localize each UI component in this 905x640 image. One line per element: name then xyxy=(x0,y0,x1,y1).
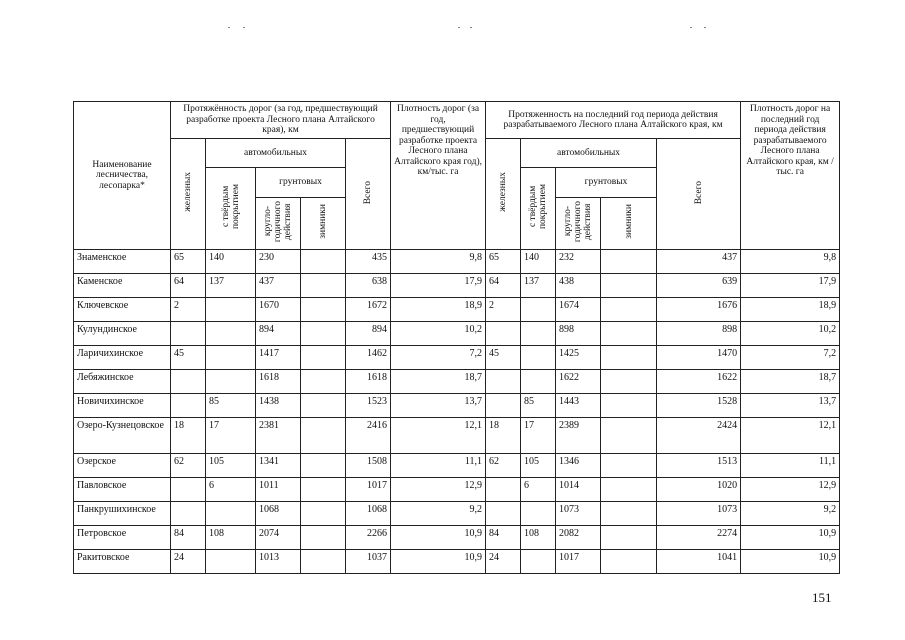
cell-total-prev: 1462 xyxy=(346,346,391,370)
cell-winter-last xyxy=(601,526,657,550)
cell-year-round-last: 1073 xyxy=(556,502,601,526)
cell-winter-prev xyxy=(301,346,346,370)
header-winter-last-label: зимники xyxy=(623,204,634,240)
table-row xyxy=(74,346,840,370)
cell-winter-last xyxy=(601,274,657,298)
cell-hard-surface-prev: 85 xyxy=(206,394,256,418)
header-last-length-group: Протяженность на последний год периода действия разрабатываемого Лесного плана Алтайского края, км xyxy=(486,102,741,139)
header-year-round-last xyxy=(556,198,601,250)
cell-railway-prev xyxy=(171,502,206,526)
table-row xyxy=(74,502,840,526)
cell-density-prev: 9,8 xyxy=(391,250,486,274)
table-row xyxy=(74,298,840,322)
cell-year-round-prev: 1068 xyxy=(256,502,301,526)
cell-winter-last xyxy=(601,418,657,454)
cell-winter-last xyxy=(601,478,657,502)
header-automobile-prev: автомобильных xyxy=(206,139,346,168)
cell-hard-surface-last: 105 xyxy=(521,454,556,478)
header-hard-surface-prev-label: с твёрдым покрытием xyxy=(220,184,241,230)
cell-railway-prev: 2 xyxy=(171,298,206,322)
cell-railway-prev: 65 xyxy=(171,250,206,274)
cell-total-last: 1622 xyxy=(657,370,741,394)
cell-name: Ключевское xyxy=(74,298,171,322)
table-row xyxy=(74,394,840,418)
cell-density-prev: 11,1 xyxy=(391,454,486,478)
header-prev-density: Плотность дорог (за год, предшествующий разработке проекта Лесного плана Алтайского края год), км/тыс. га xyxy=(391,102,486,250)
cell-density-last: 18,9 xyxy=(741,298,840,322)
cell-railway-last xyxy=(486,478,521,502)
cell-density-last: 10,2 xyxy=(741,322,840,346)
cell-density-prev: 9,2 xyxy=(391,502,486,526)
cell-total-prev: 1672 xyxy=(346,298,391,322)
cell-density-last: 7,2 xyxy=(741,346,840,370)
cell-total-last: 1528 xyxy=(657,394,741,418)
cell-hard-surface-prev: 105 xyxy=(206,454,256,478)
cell-density-last: 12,9 xyxy=(741,478,840,502)
cell-total-prev: 894 xyxy=(346,322,391,346)
header-automobile-last: автомобильных xyxy=(521,139,657,168)
cell-density-prev: 18,7 xyxy=(391,370,486,394)
cell-total-last: 1041 xyxy=(657,550,741,574)
cell-total-last: 1470 xyxy=(657,346,741,370)
scan-speck xyxy=(228,27,230,28)
cell-winter-prev xyxy=(301,418,346,454)
cell-year-round-last: 232 xyxy=(556,250,601,274)
cell-winter-last xyxy=(601,322,657,346)
table-row xyxy=(74,250,840,274)
cell-year-round-last: 438 xyxy=(556,274,601,298)
cell-hard-surface-last: 17 xyxy=(521,418,556,454)
cell-railway-last: 64 xyxy=(486,274,521,298)
cell-winter-prev xyxy=(301,298,346,322)
cell-year-round-prev: 230 xyxy=(256,250,301,274)
cell-density-prev: 18,9 xyxy=(391,298,486,322)
header-hard-surface-last xyxy=(521,168,556,250)
road-density-table xyxy=(73,101,840,574)
cell-total-prev: 1037 xyxy=(346,550,391,574)
cell-hard-surface-prev: 108 xyxy=(206,526,256,550)
cell-railway-prev xyxy=(171,478,206,502)
header-name-col: Наименование лесничества, лесопарка* xyxy=(74,102,171,250)
cell-name: Каменское xyxy=(74,274,171,298)
cell-hard-surface-prev: 137 xyxy=(206,274,256,298)
cell-total-prev: 1068 xyxy=(346,502,391,526)
cell-hard-surface-last xyxy=(521,298,556,322)
scan-speck xyxy=(704,27,706,28)
header-total-prev xyxy=(346,139,391,250)
cell-railway-last xyxy=(486,322,521,346)
cell-density-last: 18,7 xyxy=(741,370,840,394)
header-railway-last xyxy=(486,139,521,250)
cell-railway-last: 24 xyxy=(486,550,521,574)
cell-hard-surface-prev xyxy=(206,550,256,574)
cell-railway-prev: 18 xyxy=(171,418,206,454)
header-total-last-label: Всего xyxy=(693,180,704,204)
cell-year-round-last: 1014 xyxy=(556,478,601,502)
header-year-round-last-label: кругло- годичного действия xyxy=(563,201,594,243)
cell-winter-last xyxy=(601,346,657,370)
header-prev-length-group: Протяжённость дорог (за год, предшествующий разработке проекта Лесного плана Алтайского края), км xyxy=(171,102,391,139)
cell-winter-last xyxy=(601,250,657,274)
cell-total-prev: 1017 xyxy=(346,478,391,502)
cell-hard-surface-last: 85 xyxy=(521,394,556,418)
cell-total-prev: 1618 xyxy=(346,370,391,394)
cell-winter-last xyxy=(601,394,657,418)
cell-total-last: 1676 xyxy=(657,298,741,322)
table-row xyxy=(74,550,840,574)
cell-total-prev: 2416 xyxy=(346,418,391,454)
cell-hard-surface-last xyxy=(521,502,556,526)
cell-year-round-last: 1017 xyxy=(556,550,601,574)
cell-density-prev: 10,9 xyxy=(391,526,486,550)
cell-total-prev: 638 xyxy=(346,274,391,298)
cell-hard-surface-prev: 17 xyxy=(206,418,256,454)
cell-winter-last xyxy=(601,550,657,574)
cell-hard-surface-last xyxy=(521,346,556,370)
cell-density-last: 9,2 xyxy=(741,502,840,526)
cell-hard-surface-last: 108 xyxy=(521,526,556,550)
cell-year-round-prev: 1013 xyxy=(256,550,301,574)
cell-year-round-last: 1674 xyxy=(556,298,601,322)
scan-speck xyxy=(243,27,245,28)
cell-year-round-last: 1346 xyxy=(556,454,601,478)
cell-railway-prev xyxy=(171,370,206,394)
cell-density-last: 17,9 xyxy=(741,274,840,298)
cell-total-last: 437 xyxy=(657,250,741,274)
cell-railway-prev: 62 xyxy=(171,454,206,478)
cell-hard-surface-prev: 6 xyxy=(206,478,256,502)
cell-winter-prev xyxy=(301,478,346,502)
cell-name: Петровское xyxy=(74,526,171,550)
cell-year-round-prev: 1618 xyxy=(256,370,301,394)
cell-year-round-last: 898 xyxy=(556,322,601,346)
cell-hard-surface-last xyxy=(521,322,556,346)
cell-density-last: 10,9 xyxy=(741,526,840,550)
table-body xyxy=(74,250,840,574)
cell-total-prev: 1523 xyxy=(346,394,391,418)
cell-hard-surface-prev xyxy=(206,298,256,322)
header-unpaved-last: грунтовых xyxy=(556,168,657,198)
cell-name: Знаменское xyxy=(74,250,171,274)
cell-name: Озеро-Кузнецовское xyxy=(74,418,171,454)
header-winter-prev-label: зимники xyxy=(318,204,328,240)
cell-winter-prev xyxy=(301,454,346,478)
cell-total-prev: 2266 xyxy=(346,526,391,550)
scan-speck xyxy=(690,27,692,28)
cell-hard-surface-last: 137 xyxy=(521,274,556,298)
header-total-last xyxy=(657,139,741,250)
cell-winter-prev xyxy=(301,502,346,526)
cell-year-round-last: 1622 xyxy=(556,370,601,394)
cell-hard-surface-last xyxy=(521,550,556,574)
cell-total-last: 898 xyxy=(657,322,741,346)
header-railway-prev-label: железных xyxy=(183,172,193,213)
header-hard-surface-last-label: с твёрдым покрытием xyxy=(528,184,549,230)
cell-railway-prev: 64 xyxy=(171,274,206,298)
cell-hard-surface-last: 140 xyxy=(521,250,556,274)
table-row xyxy=(74,526,840,550)
cell-year-round-prev: 1341 xyxy=(256,454,301,478)
cell-year-round-prev: 1011 xyxy=(256,478,301,502)
cell-year-round-last: 2082 xyxy=(556,526,601,550)
cell-winter-prev xyxy=(301,526,346,550)
cell-density-last: 12,1 xyxy=(741,418,840,454)
cell-railway-last: 2 xyxy=(486,298,521,322)
cell-density-prev: 7,2 xyxy=(391,346,486,370)
scan-speck xyxy=(458,27,460,28)
cell-winter-prev xyxy=(301,274,346,298)
cell-hard-surface-prev xyxy=(206,322,256,346)
cell-hard-surface-last: 6 xyxy=(521,478,556,502)
cell-total-last: 1073 xyxy=(657,502,741,526)
cell-density-prev: 13,7 xyxy=(391,394,486,418)
cell-winter-prev xyxy=(301,370,346,394)
header-winter-prev xyxy=(301,198,346,250)
cell-winter-last xyxy=(601,454,657,478)
cell-total-last: 1020 xyxy=(657,478,741,502)
header-winter-last xyxy=(601,198,657,250)
cell-hard-surface-prev xyxy=(206,346,256,370)
cell-winter-last xyxy=(601,370,657,394)
header-railway-prev xyxy=(171,139,206,250)
header-year-round-prev xyxy=(256,198,301,250)
scan-speck xyxy=(470,27,472,28)
cell-name: Озерское xyxy=(74,454,171,478)
cell-year-round-prev: 1438 xyxy=(256,394,301,418)
cell-year-round-prev: 894 xyxy=(256,322,301,346)
cell-density-last: 11,1 xyxy=(741,454,840,478)
cell-total-prev: 1508 xyxy=(346,454,391,478)
cell-density-prev: 10,2 xyxy=(391,322,486,346)
cell-winter-last xyxy=(601,502,657,526)
cell-hard-surface-prev xyxy=(206,370,256,394)
cell-density-prev: 10,9 xyxy=(391,550,486,574)
cell-year-round-prev: 1417 xyxy=(256,346,301,370)
cell-winter-last xyxy=(601,298,657,322)
cell-name: Панкрушихинское xyxy=(74,502,171,526)
table-row xyxy=(74,418,840,454)
header-year-round-prev-label: кругло- годичного действия xyxy=(263,201,293,243)
table-row xyxy=(74,454,840,478)
header-total-prev-label: Всего xyxy=(363,180,374,204)
cell-name: Ларичихинское xyxy=(74,346,171,370)
cell-density-last: 10,9 xyxy=(741,550,840,574)
cell-year-round-last: 2389 xyxy=(556,418,601,454)
header-hard-surface-prev xyxy=(206,168,256,250)
page-number: 151 xyxy=(812,590,832,605)
cell-railway-prev: 84 xyxy=(171,526,206,550)
cell-winter-prev xyxy=(301,250,346,274)
cell-railway-last xyxy=(486,394,521,418)
table-row xyxy=(74,322,840,346)
cell-total-last: 1513 xyxy=(657,454,741,478)
cell-density-last: 13,7 xyxy=(741,394,840,418)
cell-railway-prev xyxy=(171,322,206,346)
cell-railway-last: 65 xyxy=(486,250,521,274)
cell-railway-last: 62 xyxy=(486,454,521,478)
cell-railway-prev: 45 xyxy=(171,346,206,370)
cell-year-round-last: 1443 xyxy=(556,394,601,418)
table-row xyxy=(74,370,840,394)
cell-winter-prev xyxy=(301,322,346,346)
cell-hard-surface-last xyxy=(521,370,556,394)
cell-total-last: 2274 xyxy=(657,526,741,550)
cell-total-prev: 435 xyxy=(346,250,391,274)
cell-total-last: 639 xyxy=(657,274,741,298)
table-row xyxy=(74,478,840,502)
cell-railway-prev: 24 xyxy=(171,550,206,574)
cell-year-round-prev: 2074 xyxy=(256,526,301,550)
cell-railway-last xyxy=(486,502,521,526)
cell-density-prev: 17,9 xyxy=(391,274,486,298)
header-unpaved-prev: грунтовых xyxy=(256,168,346,198)
cell-winter-prev xyxy=(301,394,346,418)
cell-name: Кулундинское xyxy=(74,322,171,346)
cell-year-round-prev: 437 xyxy=(256,274,301,298)
cell-railway-last: 84 xyxy=(486,526,521,550)
cell-railway-prev xyxy=(171,394,206,418)
cell-density-last: 9,8 xyxy=(741,250,840,274)
cell-railway-last: 18 xyxy=(486,418,521,454)
cell-winter-prev xyxy=(301,550,346,574)
cell-hard-surface-prev: 140 xyxy=(206,250,256,274)
table-header xyxy=(74,102,840,250)
cell-year-round-last: 1425 xyxy=(556,346,601,370)
cell-name: Новичихинское xyxy=(74,394,171,418)
cell-railway-last: 45 xyxy=(486,346,521,370)
cell-name: Ракитовское xyxy=(74,550,171,574)
cell-name: Лебяжинское xyxy=(74,370,171,394)
cell-density-prev: 12,9 xyxy=(391,478,486,502)
cell-railway-last xyxy=(486,370,521,394)
header-last-density: Плотность дорог на последний год периода действия разрабатываемого Лесного плана Алтайского края, км /тыс. га xyxy=(741,102,840,250)
cell-density-prev: 12,1 xyxy=(391,418,486,454)
cell-year-round-prev: 2381 xyxy=(256,418,301,454)
table-row xyxy=(74,274,840,298)
cell-total-last: 2424 xyxy=(657,418,741,454)
cell-year-round-prev: 1670 xyxy=(256,298,301,322)
cell-name: Павловское xyxy=(74,478,171,502)
header-railway-last-label: железных xyxy=(498,172,509,213)
cell-hard-surface-prev xyxy=(206,502,256,526)
